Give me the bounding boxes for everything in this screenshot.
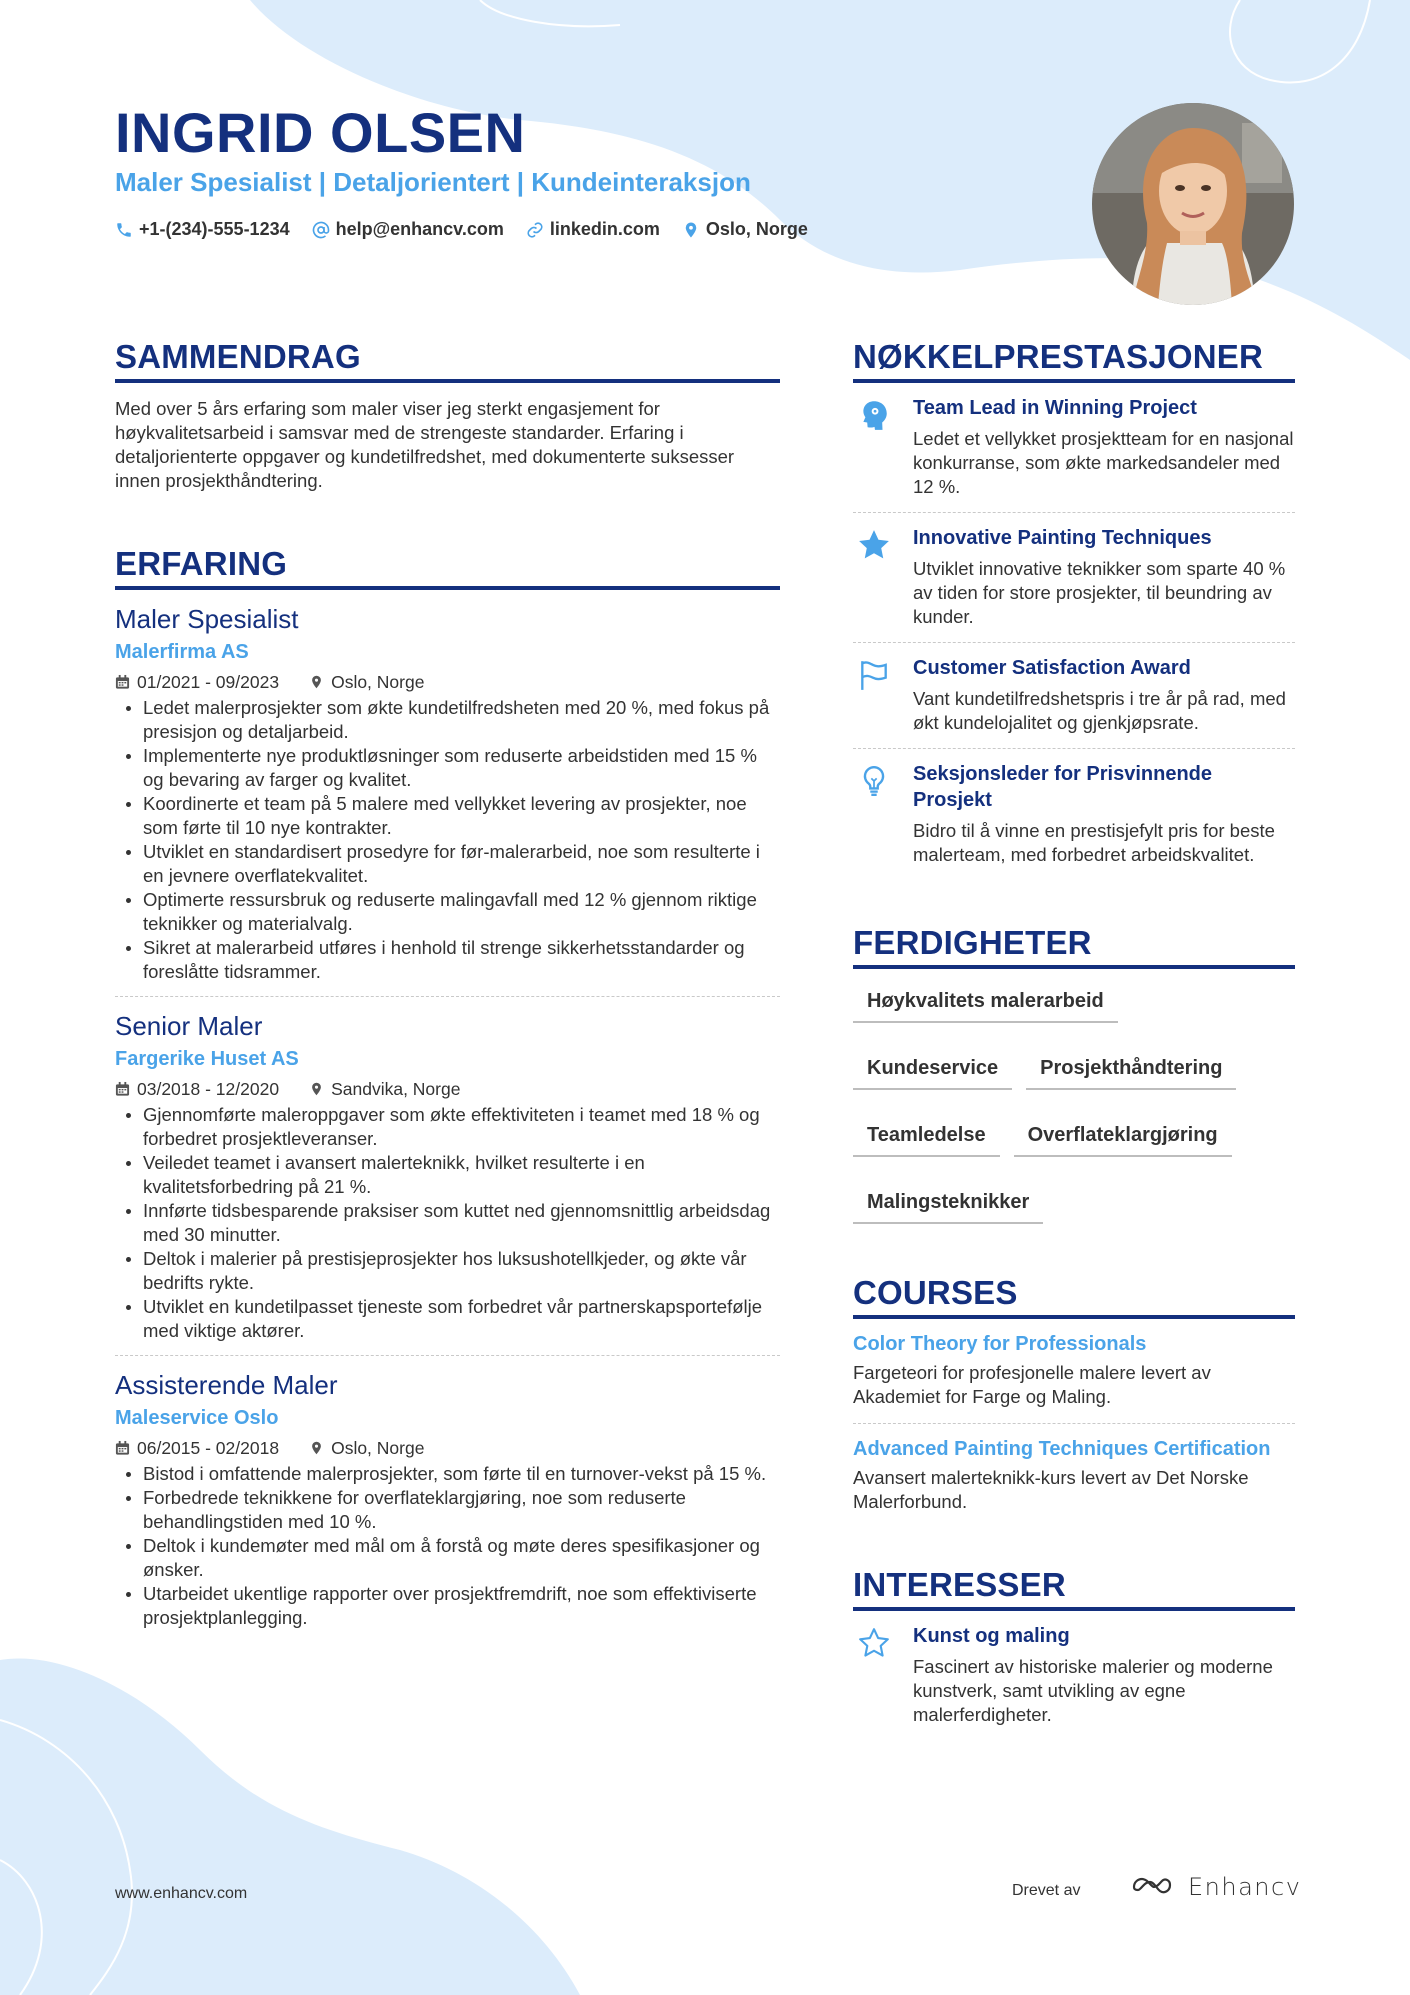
summary-text: Med over 5 års erfaring som maler viser jeg sterkt engasjement for høykvalitetsarbeid i samsvar med de strengeste standarder. Erfaring i detaljorienterte oppgaver og kundetilfredshet, med dokumenterte suksesser innen prosjekthåndtering. — [115, 398, 735, 491]
left-column — [115, 338, 780, 1640]
bullet: Utviklet en kundetilpasset tjeneste som forbedret vår partnerskapsportefølje med viktige aktører. — [115, 1295, 780, 1343]
job-meta — [115, 670, 780, 694]
job-location-text: Oslo, Norge — [331, 1438, 425, 1458]
course-title[interactable]: Color Theory for Professionals — [853, 1333, 1147, 1355]
location-pin-icon — [309, 1440, 324, 1456]
bullet: Sikret at malerarbeid utføres i henhold til strenge sikkerhetsstandarder og foreslåtte tidsrammer. — [115, 936, 780, 984]
lightbulb-icon — [857, 764, 891, 798]
interest-item — [853, 1611, 1295, 1740]
interests-list — [853, 1611, 1295, 1740]
footer-site-link[interactable]: www.enhancv.com — [115, 1885, 248, 1902]
job-meta — [115, 1077, 780, 1101]
bullet: Utviklet en standardisert prosedyre for før-malerarbeid, noe som resulterte i en jevnere overflatekvalitet. — [115, 840, 780, 888]
achievement-title: Customer Satisfaction Award — [913, 657, 1191, 679]
course-item — [853, 1319, 1295, 1423]
skills-list — [853, 986, 1295, 1224]
bullet: Forbedrede teknikkene for overflateklargjøring, noe som reduserte behandlingstiden med 10 %. — [115, 1486, 780, 1534]
job-entry — [115, 996, 780, 1353]
experience-heading: ERFARING — [115, 545, 780, 590]
achievements-list — [853, 383, 1295, 880]
job-title: Maler Spesialist — [115, 604, 299, 634]
head-gear-icon — [857, 398, 891, 432]
job-bullets — [115, 1103, 780, 1343]
location-pin-icon — [309, 1081, 324, 1097]
achievement-desc: Bidro til å vinne en prestisjefylt pris for beste malerteam, med forbedret arbeidskvalitet. — [913, 820, 1275, 865]
achievement-item — [853, 748, 1295, 880]
course-desc: Avansert malerteknikk-kurs levert av Det Norske Malerforbund. — [853, 1467, 1249, 1512]
skill-tag: Kundeservice — [853, 1053, 1012, 1090]
contact-phone[interactable] — [115, 219, 290, 240]
achievement-item — [853, 383, 1295, 512]
job-dates-text: 06/2015 - 02/2018 — [137, 1438, 280, 1458]
job-location — [309, 1436, 424, 1460]
achievements-heading: NØKKELPRESTASJONER — [853, 338, 1295, 383]
interests-heading: INTERESSER — [853, 1566, 1295, 1611]
job-title: Assisterende Maler — [115, 1370, 338, 1400]
achievement-title: Seksjonsleder for Prisvinnende Prosjekt — [913, 763, 1212, 811]
bullet: Implementerte nye produktløsninger som reduserte arbeidstiden med 15 % og bevaring av farger og kvalitet. — [115, 744, 780, 792]
course-title[interactable]: Advanced Painting Techniques Certification — [853, 1438, 1271, 1460]
skill-tag: Overflateklargjøring — [1014, 1120, 1232, 1157]
contact-location — [682, 219, 808, 240]
location-text: Oslo, Norge — [705, 219, 808, 239]
bullet: Koordinerte et team på 5 malere med vellykket levering av prosjekter, noe som førte til 10 nye kontrakter. — [115, 792, 780, 840]
link-icon — [526, 221, 544, 239]
brand-name: Enhancv — [1188, 1873, 1302, 1901]
job-title: Senior Maler — [115, 1011, 263, 1041]
bullet: Innførte tidsbesparende praksiser som kuttet ned gjennomsnittlig arbeidsdag med 30 minutter. — [115, 1199, 780, 1247]
job-company: Malerfirma AS — [115, 641, 249, 663]
enhancv-logo[interactable] — [1130, 1873, 1301, 1901]
experience-list — [115, 602, 780, 1640]
job-dates — [115, 1436, 279, 1460]
courses-heading: COURSES — [853, 1274, 1295, 1319]
footer-powered-by: Drevet av — [1012, 1882, 1081, 1899]
job-bullets — [115, 696, 780, 984]
bullet: Bistod i omfattende malerprosjekter, som førte til en turnover-vekst på 15 %. — [115, 1462, 780, 1486]
job-location-text: Oslo, Norge — [331, 672, 425, 692]
bullet: Gjennomførte maleroppgaver som økte effektiviteten i teamet med 18 % og forbedret prosjektleveranser. — [115, 1103, 780, 1151]
skill-tag: Teamledelse — [853, 1120, 1000, 1157]
contact-linkedin[interactable] — [526, 219, 660, 240]
enhancv-logo-icon — [1130, 1874, 1178, 1900]
candidate-name: INGRID OLSEN — [115, 101, 526, 164]
calendar-icon — [115, 1440, 130, 1456]
contact-email[interactable] — [312, 219, 504, 240]
achievement-item — [853, 642, 1295, 748]
location-pin-icon — [309, 674, 324, 690]
phone-icon — [115, 221, 133, 239]
job-dates-text: 01/2021 - 09/2023 — [137, 672, 280, 692]
job-dates-text: 03/2018 - 12/2020 — [137, 1079, 280, 1099]
course-item — [853, 1423, 1295, 1528]
bullet: Ledet malerprosjekter som økte kundetilfredsheten med 20 %, med fokus på presisjon og detaljarbeid. — [115, 696, 780, 744]
at-icon — [312, 221, 330, 239]
bullet: Deltok i malerier på prestisjeprosjekter hos luksushotellkjeder, og økte vår bedrifts rykte. — [115, 1247, 780, 1295]
bullet: Optimerte ressursbruk og reduserte malingavfall med 12 % gjennom riktige teknikker og materialvalg. — [115, 888, 780, 936]
job-location-text: Sandvika, Norge — [331, 1079, 461, 1099]
skill-tag: Høykvalitets malerarbeid — [853, 986, 1118, 1023]
interest-desc: Fascinert av historiske malerier og moderne kunstverk, samt utvikling av egne malerferdigheter. — [913, 1656, 1273, 1725]
flag-icon — [857, 658, 891, 692]
skills-heading: FERDIGHETER — [853, 924, 1295, 969]
skill-tag: Malingsteknikker — [853, 1187, 1043, 1224]
job-location — [309, 1077, 460, 1101]
calendar-icon — [115, 674, 130, 690]
job-location — [309, 670, 424, 694]
job-bullets — [115, 1462, 780, 1630]
achievement-title: Innovative Painting Techniques — [913, 527, 1212, 549]
job-entry — [115, 1355, 780, 1640]
right-column — [853, 338, 1295, 1740]
achievement-title: Team Lead in Winning Project — [913, 397, 1197, 419]
job-dates — [115, 670, 279, 694]
profile-photo — [1092, 103, 1294, 305]
email-text: help@enhancv.com — [335, 219, 504, 239]
skill-tag: Prosjekthåndtering — [1026, 1053, 1236, 1090]
interest-title: Kunst og maling — [913, 1625, 1070, 1647]
bullet: Utarbeidet ukentlige rapporter over prosjektfremdrift, noe som effektiviserte prosjektplanlegging. — [115, 1582, 780, 1630]
contact-bar — [115, 219, 808, 240]
job-company: Maleservice Oslo — [115, 1407, 279, 1429]
star-outline-icon — [857, 1626, 891, 1660]
achievement-item — [853, 512, 1295, 642]
job-dates — [115, 1077, 279, 1101]
courses-list — [853, 1319, 1295, 1528]
job-entry — [115, 602, 780, 994]
linkedin-text: linkedin.com — [549, 219, 660, 239]
calendar-icon — [115, 1081, 130, 1097]
location-pin-icon — [682, 221, 700, 239]
bullet: Veiledet teamet i avansert malerteknikk, hvilket resulterte i en kvalitetsforbedring på 21 %. — [115, 1151, 780, 1199]
course-desc: Fargeteori for profesjonelle malere levert av Akademiet for Farge og Maling. — [853, 1362, 1211, 1407]
bullet: Deltok i kundemøter med mål om å forstå og møte deres spesifikasjoner og ønsker. — [115, 1534, 780, 1582]
achievement-desc: Utviklet innovative teknikker som sparte 40 % av tiden for store prosjekter, til beundring av kunder. — [913, 558, 1286, 627]
achievement-desc: Vant kundetilfredshetspris i tre år på rad, med økt kundelojalitet og gjenkjøpsrate. — [913, 688, 1286, 733]
star-filled-icon — [857, 528, 891, 562]
headline: Maler Spesialist | Detaljorientert | Kundeinteraksjon — [115, 167, 751, 197]
job-company: Fargerike Huset AS — [115, 1048, 299, 1070]
summary-heading: SAMMENDRAG — [115, 338, 780, 383]
phone-text: +1-(234)-555-1234 — [139, 219, 290, 239]
achievement-desc: Ledet et vellykket prosjektteam for en nasjonal konkurranse, som økte markedsandeler med 12 %. — [913, 428, 1294, 497]
job-meta — [115, 1436, 780, 1460]
